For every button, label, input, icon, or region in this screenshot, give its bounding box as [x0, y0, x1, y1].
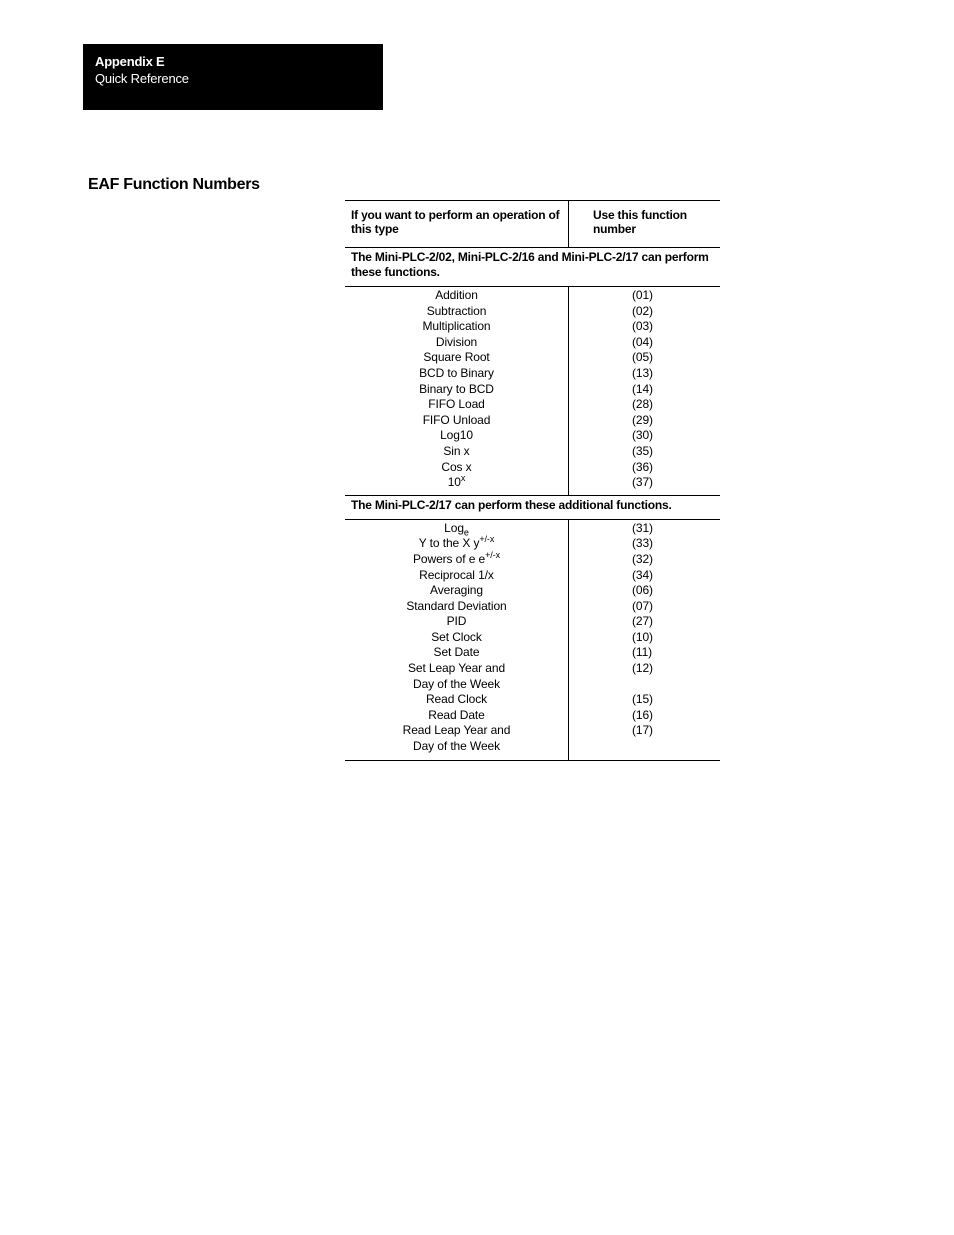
superscript: +/-x: [485, 549, 500, 560]
operation-name: [345, 350, 568, 366]
operation-name: [345, 630, 568, 646]
function-number: (12): [632, 661, 653, 676]
function-number: (06): [632, 583, 653, 598]
function-number: (37): [632, 475, 653, 490]
operation-text: Y to the X y: [418, 536, 480, 551]
operation-text: Powers of e e: [413, 551, 486, 566]
operation-text: Log: [444, 520, 464, 535]
operation-text: Division: [435, 334, 478, 349]
function-number: (14): [632, 381, 653, 396]
group-header-additional: The Mini-PLC-2/17 can perform these additional functions.: [345, 495, 720, 520]
operation-text: Set Date: [433, 645, 480, 660]
operation-text: BCD to Binary: [419, 365, 494, 380]
operation-text: Sin x: [443, 443, 470, 458]
function-number: (05): [632, 350, 653, 365]
operation-name: [345, 536, 568, 552]
eaf-function-table: [345, 200, 720, 761]
operation-text: Day of the Week: [413, 676, 500, 691]
function-number: (13): [632, 365, 653, 380]
operation-name: [345, 475, 568, 491]
operation-name: [345, 739, 568, 755]
operation-text: Log10: [440, 428, 473, 443]
operation-name: [345, 661, 568, 677]
function-number: [569, 739, 720, 755]
operation-text: Binary to BCD: [419, 381, 494, 396]
operation-name: [345, 723, 568, 739]
operation-name: [345, 319, 568, 335]
function-number: (07): [632, 598, 653, 613]
function-number: (03): [632, 319, 653, 334]
operation-name: [345, 549, 568, 568]
operation-name: [345, 413, 568, 429]
group-list-basic: [345, 287, 720, 495]
function-number: (15): [632, 692, 653, 707]
function-number: (31): [632, 520, 653, 535]
function-number: (27): [632, 614, 653, 629]
function-number: (36): [632, 459, 653, 474]
operation-text: Square Root: [423, 350, 490, 365]
superscript: x: [460, 473, 466, 484]
function-number: (33): [632, 536, 653, 551]
group-list-additional: [345, 520, 720, 760]
function-number-list: [569, 520, 720, 760]
operation-text: 10: [447, 475, 461, 490]
operation-name: [345, 645, 568, 661]
function-number: (10): [632, 629, 653, 644]
function-number: (01): [632, 288, 653, 302]
operation-text: Cos x: [441, 459, 472, 474]
function-number-list: [569, 287, 720, 495]
operation-name: [345, 521, 568, 537]
superscript: +/-x: [479, 534, 495, 545]
operation-name: [345, 692, 568, 708]
operation-text: FIFO Load: [428, 397, 485, 412]
function-number: (16): [632, 707, 653, 722]
operation-name: [345, 366, 568, 382]
table-header-row: [345, 201, 720, 247]
function-number: (11): [632, 645, 653, 660]
operation-text: Subtraction: [426, 303, 487, 318]
operation-text: Read Clock: [425, 692, 488, 707]
operation-text: Day of the Week: [413, 739, 500, 754]
appendix-label: Appendix E: [95, 54, 165, 69]
operation-list: [345, 520, 569, 760]
operation-text: Addition: [435, 288, 478, 302]
function-number: [569, 677, 720, 693]
group-header-basic: The Mini-PLC-2/02, Mini-PLC-2/16 and Mini-PLC-2/17 can perform these functions.: [345, 247, 720, 287]
operation-name: [345, 599, 568, 615]
operation-text: Read Date: [428, 707, 485, 722]
operation-name: [345, 304, 568, 320]
operation-text: Multiplication: [422, 319, 491, 334]
operation-name: [345, 583, 568, 599]
operation-text: Set Leap Year and: [407, 661, 506, 676]
operation-text: Averaging: [430, 583, 483, 598]
column-header-operation: If you want to perform an operation of this type: [351, 208, 560, 236]
subscript: e: [463, 527, 469, 538]
operation-name: [345, 428, 568, 444]
section-title: EAF Function Numbers: [88, 176, 260, 193]
operation-name: [345, 335, 568, 351]
appendix-subtitle: Quick Reference: [95, 71, 189, 86]
function-number: (04): [632, 334, 653, 349]
operation-text: FIFO Unload: [422, 412, 491, 427]
operation-name: [345, 614, 568, 630]
function-number: (02): [632, 303, 653, 318]
operation-name: [345, 460, 568, 476]
function-number: (34): [632, 567, 653, 582]
operation-text: PID: [446, 614, 467, 629]
function-number: (28): [632, 397, 653, 412]
function-number: (32): [632, 551, 653, 566]
operation-name: [345, 677, 568, 693]
function-number: (35): [632, 443, 653, 458]
page-header: [83, 44, 383, 110]
operation-name: [345, 568, 568, 584]
operation-text: Set Clock: [431, 629, 482, 644]
column-header-function-number: Use this function number: [593, 208, 687, 236]
operation-text: Standard Deviation: [406, 598, 507, 613]
operation-name: [345, 382, 568, 398]
operation-text: Reciprocal 1/x: [419, 567, 494, 582]
operation-text: Read Leap Year and: [402, 723, 511, 738]
operation-name: [345, 708, 568, 724]
operation-name: [345, 444, 568, 460]
function-number: (29): [632, 412, 653, 427]
function-number: (30): [632, 428, 653, 443]
operation-name: [345, 397, 568, 413]
operation-list: [345, 287, 569, 495]
operation-name: [345, 288, 568, 304]
function-number: (17): [632, 723, 653, 738]
